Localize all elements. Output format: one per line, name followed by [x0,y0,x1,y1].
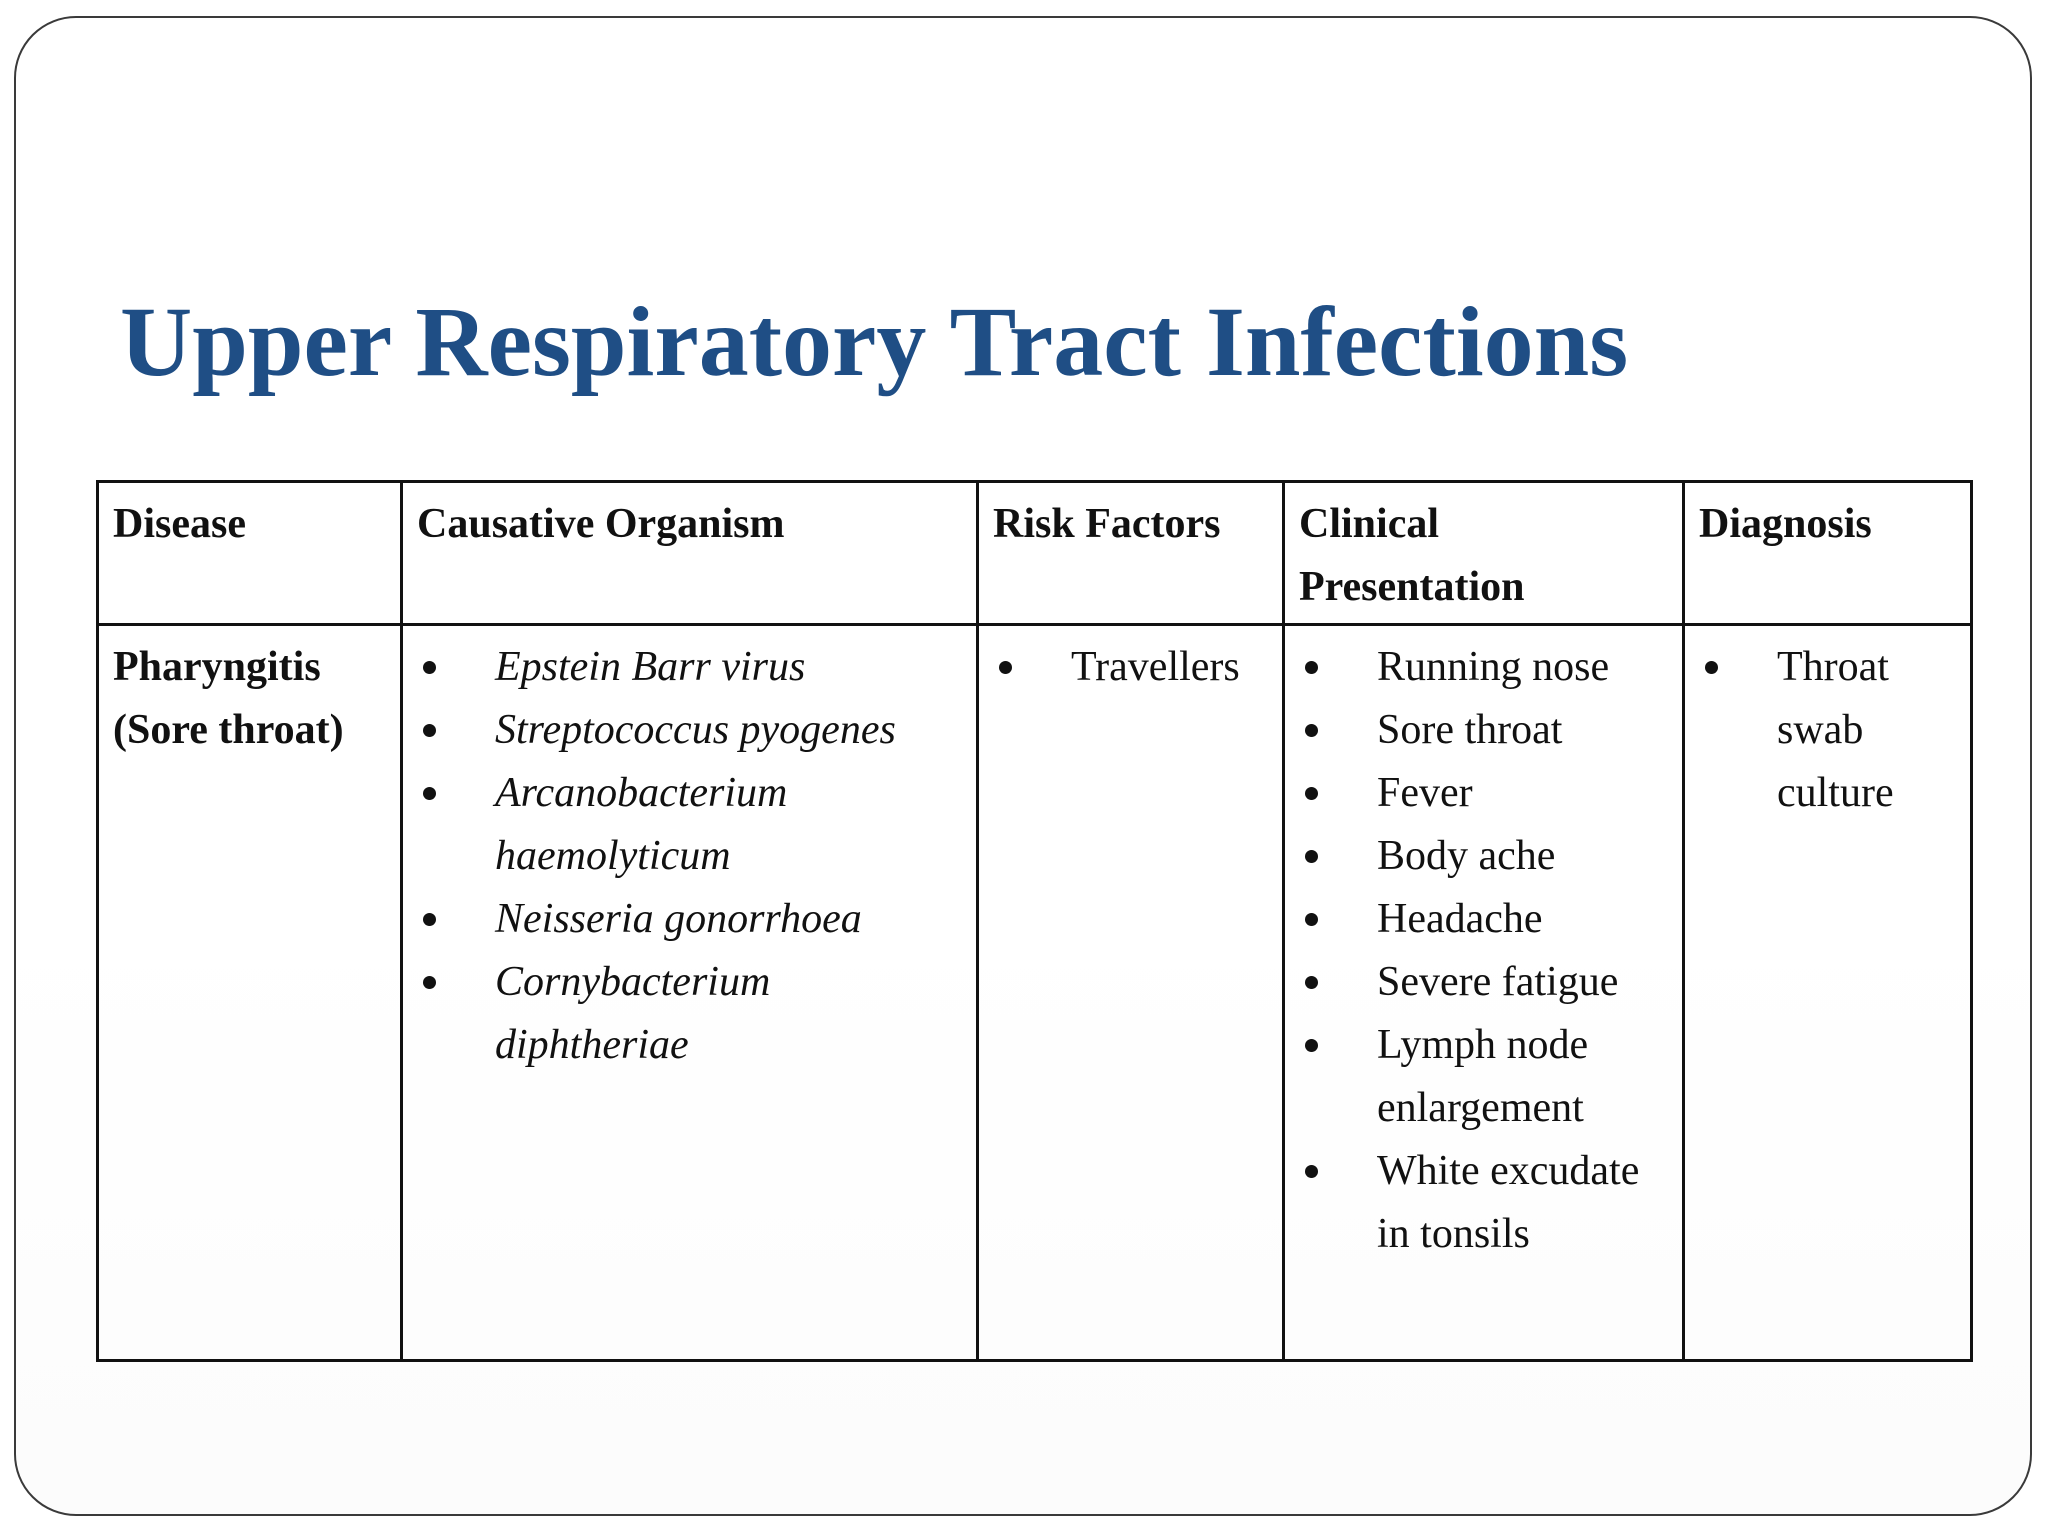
header-diagnosis: Diagnosis [1684,482,1972,625]
list-item: Severe fatigue [1299,951,1668,1014]
header-causative-organism: Causative Organism [402,482,978,625]
cell-diagnosis [1684,625,1972,1361]
list-item: White excudate in tonsils [1299,1140,1668,1266]
list-item: Cornybacterium diphtheriae [417,951,962,1077]
header-risk-factors: Risk Factors [978,482,1284,625]
header-disease: Disease [98,482,402,625]
slide-title: Upper Respiratory Tract Infections [120,286,1629,397]
list-item: Body ache [1299,825,1668,888]
list-item: Running nose [1299,636,1668,699]
list-item: Arcanobacterium haemolyticum [417,762,962,888]
list-item: Sore throat [1299,699,1668,762]
organism-list [417,636,962,1077]
cell-clinical-presentation [1284,625,1684,1361]
disease-name: Pharyngitis (Sore throat) [113,644,344,753]
risk-factor-list [993,636,1268,699]
clinical-presentation-list [1299,636,1668,1266]
list-item: Headache [1299,888,1668,951]
table-row [98,625,1972,1361]
list-item: Lymph node enlargement [1299,1014,1668,1140]
list-item: Neisseria gonorrhoea [417,888,962,951]
header-clinical-presentation: Clinical Presentation [1284,482,1684,625]
list-item: Throat swab culture [1699,636,1956,825]
table-header-row [98,482,1972,625]
list-item: Streptococcus pyogenes [417,699,962,762]
infections-table [96,480,1973,1362]
cell-disease [98,625,402,1361]
list-item: Epstein Barr virus [417,636,962,699]
diagnosis-list [1699,636,1956,825]
list-item: Travellers [993,636,1268,699]
list-item: Fever [1299,762,1668,825]
cell-causative-organism [402,625,978,1361]
cell-risk-factors [978,625,1284,1361]
